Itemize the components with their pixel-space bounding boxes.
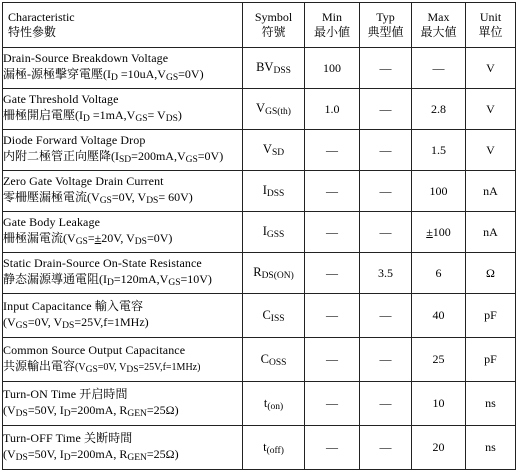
header-characteristic-zh: 特性參數 bbox=[8, 25, 57, 39]
condition-text: =0V, V bbox=[111, 190, 147, 204]
characteristic-name-en: Input Capacitance 輸入電容 bbox=[3, 298, 144, 313]
condition-text: =10V) bbox=[180, 272, 212, 286]
condition-subscript: DS bbox=[126, 364, 139, 375]
condition-subscript: GS bbox=[135, 114, 148, 124]
symbol-main: V bbox=[256, 101, 266, 115]
table-row bbox=[3, 89, 516, 130]
header-max-zh: 最大値 bbox=[420, 25, 457, 39]
max-cell bbox=[412, 426, 466, 470]
header-symbol-zh: 符號 bbox=[261, 25, 286, 39]
condition-text: (I bbox=[75, 108, 84, 122]
max-value: 40 bbox=[432, 308, 445, 322]
symbol-subscript: (off) bbox=[266, 445, 284, 456]
characteristic-name-zh: 共源輸出電容 bbox=[3, 358, 76, 373]
characteristic-name-zh-line bbox=[3, 107, 242, 127]
typ-cell: — bbox=[360, 338, 412, 382]
typ-cell: — bbox=[360, 426, 412, 470]
max-cell bbox=[412, 48, 466, 89]
max-value: 100 bbox=[432, 224, 451, 239]
condition-text: =25V,f=1MHz) bbox=[74, 314, 149, 329]
condition-subscript: D bbox=[63, 452, 71, 463]
min-cell: — bbox=[305, 253, 360, 294]
header-typ-zh: 典型値 bbox=[367, 25, 404, 39]
characteristic-name-en: Turn-ON Time 开启時間 bbox=[3, 386, 128, 401]
condition-text: (I bbox=[103, 67, 111, 81]
condition-subscript: GS bbox=[185, 155, 198, 165]
unit-cell: pF bbox=[466, 294, 516, 338]
condition-text: =50V, I bbox=[27, 402, 64, 417]
characteristic-name-zh: 柵極漏電流 bbox=[3, 231, 64, 245]
condition-subscript: GS bbox=[168, 278, 181, 288]
max-cell bbox=[412, 130, 466, 171]
condition-subscript: GEN bbox=[127, 452, 147, 463]
max-cell bbox=[412, 171, 466, 212]
condition-text: =0V, V bbox=[27, 314, 63, 329]
table-row bbox=[3, 426, 516, 470]
symbol-cell bbox=[243, 48, 305, 89]
typ-cell: — bbox=[360, 89, 412, 130]
characteristic-cell bbox=[3, 426, 243, 470]
test-condition bbox=[75, 108, 182, 122]
symbol-subscript: DSS bbox=[273, 66, 291, 76]
condition-text: (V bbox=[63, 231, 76, 245]
condition-text: (V bbox=[3, 446, 16, 461]
min-cell: — bbox=[305, 212, 360, 253]
characteristic-name-zh: 柵極開启電壓 bbox=[3, 108, 76, 122]
test-condition bbox=[103, 67, 204, 81]
unit-cell: V bbox=[466, 48, 516, 89]
condition-text: 20V, V bbox=[101, 231, 135, 245]
condition-subscript: SD bbox=[119, 155, 132, 165]
max-cell bbox=[412, 212, 466, 253]
header-unit-zh: 單位 bbox=[478, 25, 503, 39]
characteristic-name-zh-line bbox=[3, 189, 242, 209]
condition-subscript: D bbox=[83, 114, 90, 124]
min-cell: — bbox=[305, 382, 360, 426]
max-cell bbox=[412, 253, 466, 294]
typ-cell: — bbox=[360, 212, 412, 253]
header-unit-en: Unit bbox=[479, 10, 502, 24]
min-cell: — bbox=[305, 338, 360, 382]
characteristic-cell bbox=[3, 48, 243, 89]
max-prefix: ± bbox=[426, 224, 433, 239]
characteristics-table bbox=[2, 2, 516, 470]
header-characteristic-en: Characteristic bbox=[8, 10, 75, 24]
max-value: — bbox=[432, 60, 445, 75]
condition-subscript: DS bbox=[15, 408, 28, 419]
plus-minus-sign: ± bbox=[94, 231, 102, 245]
max-value: 1.5 bbox=[431, 142, 446, 157]
symbol-main: BV bbox=[256, 60, 274, 74]
symbol-cell bbox=[243, 382, 305, 426]
characteristic-cell bbox=[3, 253, 243, 294]
characteristic-name-zh-line bbox=[3, 446, 242, 466]
symbol-cell bbox=[243, 338, 305, 382]
condition-subscript: D bbox=[111, 73, 118, 83]
characteristic-cell bbox=[3, 212, 243, 253]
unit-cell: V bbox=[466, 130, 516, 171]
condition-subscript: D bbox=[107, 278, 114, 288]
header-typ-en: Typ bbox=[376, 10, 395, 24]
header-min bbox=[305, 3, 360, 48]
condition-subscript: D bbox=[63, 408, 71, 419]
condition-text: =120mA,V bbox=[113, 272, 169, 286]
symbol-subscript: GS(th) bbox=[265, 107, 291, 117]
characteristic-cell bbox=[3, 89, 243, 130]
max-value: 100 bbox=[429, 183, 448, 198]
condition-text: (I bbox=[99, 272, 108, 286]
max-cell bbox=[412, 294, 466, 338]
max-value: 25 bbox=[432, 352, 445, 366]
header-max bbox=[412, 3, 466, 48]
spec-sheet bbox=[2, 2, 515, 462]
characteristic-cell bbox=[3, 382, 243, 426]
header-characteristic bbox=[3, 3, 243, 48]
condition-text: = bbox=[87, 231, 95, 245]
min-cell: 1.0 bbox=[305, 89, 360, 130]
symbol-subscript: OSS bbox=[268, 357, 287, 368]
symbol-main: t bbox=[263, 439, 267, 454]
max-value: 10 bbox=[432, 396, 445, 410]
condition-text: (V bbox=[87, 190, 100, 204]
condition-text: =25V,f=1MHz) bbox=[138, 361, 201, 373]
min-cell: 100 bbox=[305, 48, 360, 89]
condition-text: ) bbox=[177, 108, 182, 122]
test-condition bbox=[99, 272, 212, 286]
unit-cell: ns bbox=[466, 382, 516, 426]
symbol-subscript: DSS bbox=[266, 189, 285, 199]
test-condition bbox=[3, 447, 179, 461]
symbol-main: C bbox=[260, 351, 269, 366]
condition-subscript: DS bbox=[15, 452, 28, 463]
symbol-cell bbox=[243, 130, 305, 171]
typ-cell: — bbox=[360, 171, 412, 212]
characteristic-name-en: Turn-OFF Time 关断時間 bbox=[3, 430, 133, 445]
symbol-cell bbox=[243, 212, 305, 253]
unit-cell: nA bbox=[466, 171, 516, 212]
unit-cell: Ω bbox=[466, 253, 516, 294]
unit-cell: ns bbox=[466, 426, 516, 470]
characteristic-name-zh-line bbox=[3, 402, 242, 422]
table-row bbox=[3, 48, 516, 89]
characteristic-cell bbox=[3, 338, 243, 382]
symbol-main: t bbox=[263, 395, 268, 410]
characteristic-name-en: Drain-Source Breakdown Voltage bbox=[3, 51, 169, 65]
header-max-en: Max bbox=[427, 10, 450, 24]
condition-text: = 60V) bbox=[158, 190, 193, 204]
condition-text: (I bbox=[111, 149, 120, 163]
condition-text: (V bbox=[3, 314, 16, 329]
characteristic-name-en: Static Drain-Source On-State Resistance bbox=[3, 256, 202, 270]
typ-cell: 3.5 bbox=[360, 253, 412, 294]
condition-text: =50V, I bbox=[27, 446, 64, 461]
header-min-en: Min bbox=[321, 10, 342, 24]
characteristic-name-en: Gate Threshold Voltage bbox=[3, 92, 119, 106]
min-cell: — bbox=[305, 171, 360, 212]
header-typ bbox=[360, 3, 412, 48]
table-row bbox=[3, 130, 516, 171]
condition-subscript: GS bbox=[15, 320, 28, 331]
condition-subscript: GS bbox=[85, 364, 98, 375]
header-unit bbox=[466, 3, 516, 48]
condition-subscript: GS bbox=[99, 196, 112, 206]
symbol-main: C bbox=[262, 307, 271, 322]
symbol-main: I bbox=[262, 183, 267, 197]
characteristic-name-en: Zero Gate Voltage Drain Current bbox=[3, 174, 164, 188]
symbol-subscript: (on) bbox=[267, 401, 284, 412]
condition-text: =200mA,V bbox=[131, 149, 186, 163]
header-min-zh: 最小値 bbox=[313, 25, 350, 39]
characteristic-name-zh: 静态漏源導通電阻 bbox=[3, 272, 100, 286]
table-row bbox=[3, 382, 516, 426]
header-symbol bbox=[243, 3, 305, 48]
typ-cell: — bbox=[360, 382, 412, 426]
characteristic-cell bbox=[3, 294, 243, 338]
max-cell bbox=[412, 382, 466, 426]
max-cell bbox=[412, 89, 466, 130]
table-row bbox=[3, 294, 516, 338]
max-value: 6 bbox=[435, 265, 442, 280]
condition-text: =0V, V bbox=[97, 361, 127, 373]
max-cell bbox=[412, 338, 466, 382]
symbol-subscript: DS(ON) bbox=[261, 271, 294, 281]
max-value: 20 bbox=[432, 440, 445, 454]
characteristic-name-zh-line bbox=[3, 230, 242, 250]
typ-cell: — bbox=[360, 48, 412, 89]
symbol-main: I bbox=[262, 224, 267, 238]
characteristic-name-zh-line bbox=[3, 314, 242, 334]
table-body bbox=[3, 48, 516, 470]
symbol-main: R bbox=[253, 265, 262, 279]
condition-text: (V bbox=[3, 402, 16, 417]
condition-subscript: GS bbox=[75, 237, 88, 247]
condition-text: =0V) bbox=[178, 67, 204, 81]
symbol-cell bbox=[243, 294, 305, 338]
characteristic-name-zh-line bbox=[3, 358, 242, 378]
characteristic-cell bbox=[3, 130, 243, 171]
min-cell: — bbox=[305, 426, 360, 470]
symbol-cell bbox=[243, 171, 305, 212]
characteristic-name-zh: 漏極-源極擊穿電壓 bbox=[3, 67, 103, 81]
typ-cell: — bbox=[360, 130, 412, 171]
symbol-main: V bbox=[262, 142, 272, 156]
characteristic-name-zh: 零柵壓漏極電流 bbox=[3, 190, 88, 204]
test-condition bbox=[75, 362, 200, 373]
condition-text: =200mA, R bbox=[70, 446, 128, 461]
max-value: 2.8 bbox=[431, 101, 446, 116]
test-condition bbox=[87, 190, 193, 204]
characteristic-name-en: Common Source Output Capacitance bbox=[3, 342, 186, 357]
symbol-cell bbox=[243, 89, 305, 130]
table-row bbox=[3, 253, 516, 294]
test-condition bbox=[3, 315, 149, 329]
condition-text: =25Ω) bbox=[146, 402, 179, 417]
condition-subscript: DS bbox=[62, 320, 75, 331]
symbol-cell bbox=[243, 426, 305, 470]
typ-cell: — bbox=[360, 294, 412, 338]
characteristic-name-en: Gate Body Leakage bbox=[3, 215, 100, 229]
symbol-subscript: ISS bbox=[270, 313, 285, 324]
condition-subscript: GS bbox=[165, 73, 179, 83]
symbol-subscript: GSS bbox=[266, 230, 285, 240]
characteristic-name-zh-line bbox=[3, 66, 242, 86]
condition-text: =0V) bbox=[146, 231, 173, 245]
unit-cell: nA bbox=[466, 212, 516, 253]
test-condition bbox=[63, 231, 172, 245]
unit-cell: V bbox=[466, 89, 516, 130]
table-row bbox=[3, 338, 516, 382]
min-cell: — bbox=[305, 130, 360, 171]
condition-text: =1mA,V bbox=[89, 108, 136, 122]
characteristic-name-zh-line bbox=[3, 148, 242, 168]
characteristic-name-zh-line bbox=[3, 271, 242, 291]
condition-text: =200mA, R bbox=[70, 402, 128, 417]
characteristic-name-zh: 内附二極管正向壓降 bbox=[3, 149, 112, 163]
condition-text: (V bbox=[75, 361, 86, 373]
condition-subscript: DS bbox=[146, 196, 159, 206]
condition-text: =25Ω) bbox=[146, 446, 179, 461]
characteristic-name-en: Diode Forward Voltage Drop bbox=[3, 133, 146, 147]
condition-subscript: DS bbox=[165, 114, 178, 124]
symbol-cell bbox=[243, 253, 305, 294]
condition-subscript: GEN bbox=[127, 408, 147, 419]
test-condition bbox=[3, 403, 179, 417]
condition-subscript: DS bbox=[134, 237, 147, 247]
condition-text: =10uA,V bbox=[117, 67, 166, 81]
table-row bbox=[3, 171, 516, 212]
symbol-subscript: SD bbox=[271, 148, 285, 158]
table-header-row bbox=[3, 3, 516, 48]
header-symbol-en: Symbol bbox=[254, 10, 293, 24]
condition-text: =0V) bbox=[197, 149, 224, 163]
unit-cell: pF bbox=[466, 338, 516, 382]
table-row bbox=[3, 212, 516, 253]
min-cell: — bbox=[305, 294, 360, 338]
characteristic-cell bbox=[3, 171, 243, 212]
condition-text: = V bbox=[147, 108, 166, 122]
test-condition bbox=[111, 149, 223, 163]
